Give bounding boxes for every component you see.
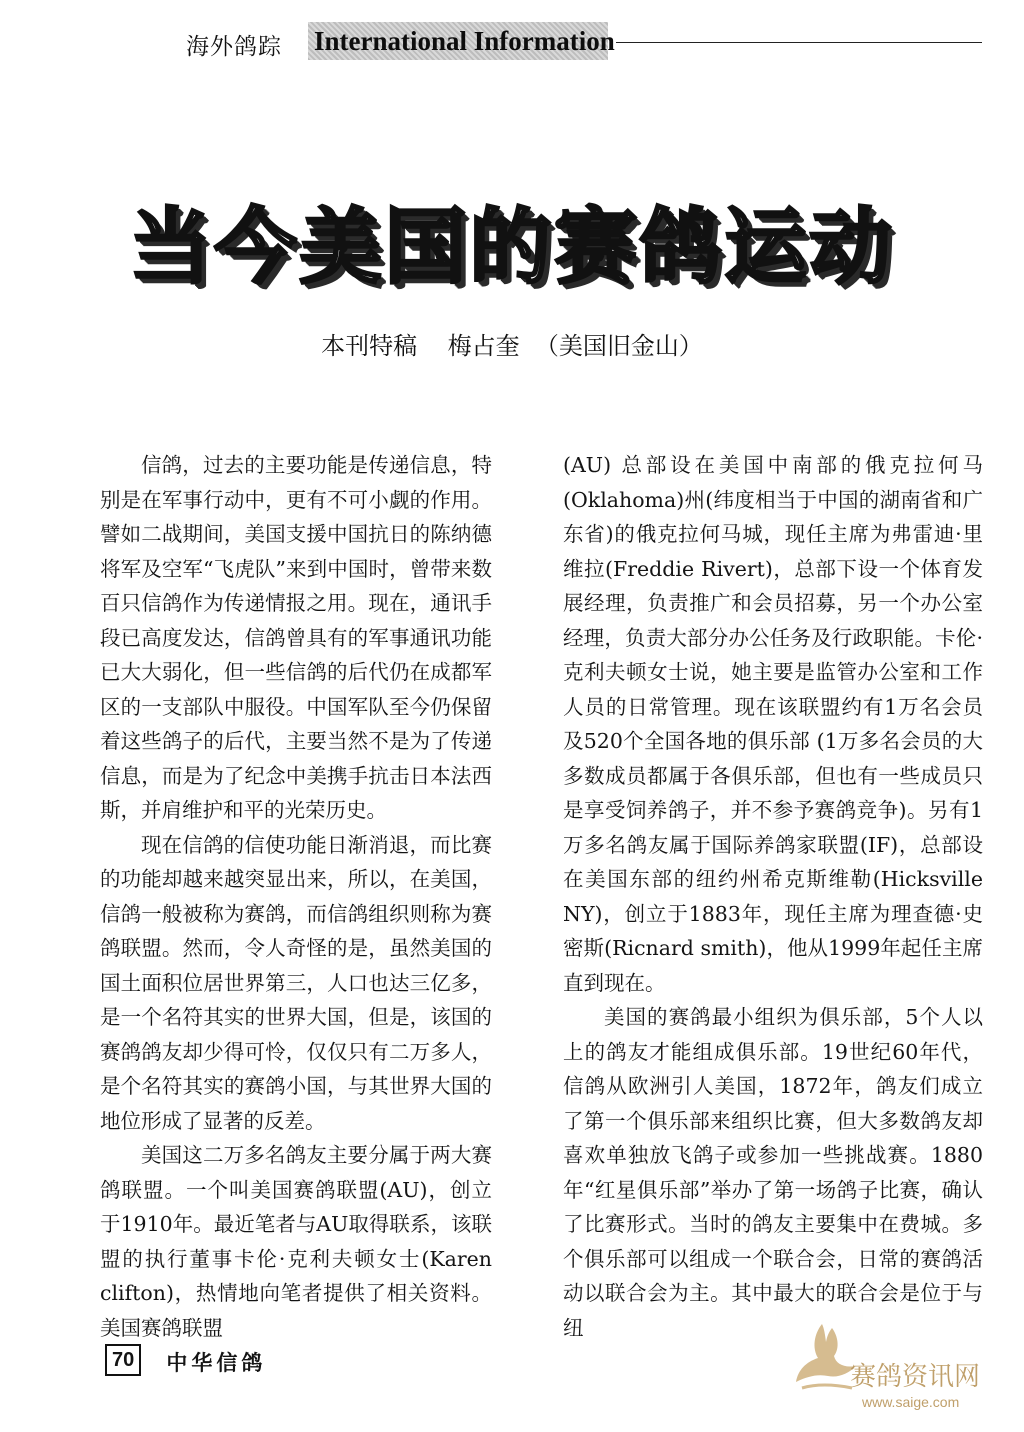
article-byline: 本刊特稿 梅占奎 （美国旧金山） — [321, 332, 703, 360]
watermark-site-name: 赛鸽资讯网 — [850, 1362, 981, 1392]
paragraph: 现在信鸽的信使功能日渐消退，而比赛的功能却越来越突显出来，所以，在美国，信鸽一般被称为赛鸽，而信鸽组织则称为赛鸽联盟。然而，令人奇怪的是，虽然美国的国土面积位居世界第三，人口也达三亿多，是一个名符其实的世界大国，但是，该国的赛鸽鸽友却少得可怜，仅仅只有二万多人，是个名符其实的赛鸽小国，与其世界大国的地位形成了显著的反差。 — [100, 832, 492, 1133]
header-rule — [616, 42, 982, 43]
page-header — [0, 18, 1024, 68]
article-title: 当今美国的赛鸽运动 — [129, 200, 895, 295]
magazine-name: 中华信鸽 — [166, 1349, 267, 1375]
body-column-right — [563, 448, 983, 1345]
paragraph: 美国的赛鸽最小组织为俱乐部，5个人以上的鸽友才能组成俱乐部。19世纪60年代，信鸽从欧洲引人美国，1872年，鸽友们成立了第一个俱乐部来组织比赛，但大多数鸽友却喜欢单独放飞鸽子或参加一些挑战赛。1880年“红星俱乐部”举办了第一场鸽子比赛，确认了比赛形式。当时的鸽友主要集中在费城。多个俱乐部可以组成一个联合会，日常的赛鸽活动以联合会为主。其中最大的联合会是位于与纽 — [563, 1005, 983, 1340]
paragraph: 美国这二万多名鸽友主要分属于两大赛鸽联盟。一个叫美国赛鸽联盟(AU)，创立于1910年。最近笔者与AU取得联系，该联盟的执行董事卡伦·克利夫顿女士(Karen clifton)，热情地向笔者提供了相关资料。美国赛鸽联盟 — [100, 1143, 492, 1340]
section-name-en: International Information — [308, 22, 608, 60]
watermark-url: www.saige.com — [862, 1394, 960, 1410]
page-footer — [105, 1344, 266, 1377]
site-watermark — [792, 1318, 992, 1418]
paragraph: 信鸽，过去的主要功能是传递信息，特别是在军事行动中，更有不可小觑的作用。譬如二战期间，美国支援中国抗日的陈纳德将军及空军“飞虎队”来到中国时，曾带来数百只信鸽作为传递情报之用。现在，通讯手段已高度发达，信鸽曾具有的军事通讯功能已大大弱化，但一些信鸽的后代仍在成都军区的一支部队中服役。中国军队至今仍保留着这些鸽子的后代，主要当然不是为了传递信息，而是为了纪念中美携手抗击日本法西斯，并肩维护和平的光荣历史。 — [100, 453, 492, 822]
page-number: 70 — [105, 1344, 141, 1376]
section-name-cn: 海外鸽踪 — [186, 34, 282, 60]
paragraph-continued: (AU) 总部设在美国中南部的俄克拉何马(Oklahoma)州(纬度相当于中国的湖南省和广东省)的俄克拉何马城，现任主席为弗雷迪·里维拉(Freddie Rivert)，总部下设一个体育发展经理，负责推广和会员招募，另一个办公室经理，负责大部分办公任务及行政职能。卡伦·克利夫顿女士说，她主要是监管办公室和工作人员的日常管理。现在该联盟约有1万名会员及520个全国各地的俱乐部 (1万多名会员的大多数成员都属于各俱乐部，但也有一些成员只是享受饲养鸽子，并不参予赛鸽竞争)。另有1万多名鸽友属于国际养鸽家联盟(IF)，总部设在美国东部的纽约州希克斯维勒(Hicksville NY)，创立于1883年，现任主席为理查德·史密斯(Ricnard smith)，他从1999年起任主席直到现在。 — [563, 453, 983, 995]
body-column-left — [100, 448, 492, 1345]
